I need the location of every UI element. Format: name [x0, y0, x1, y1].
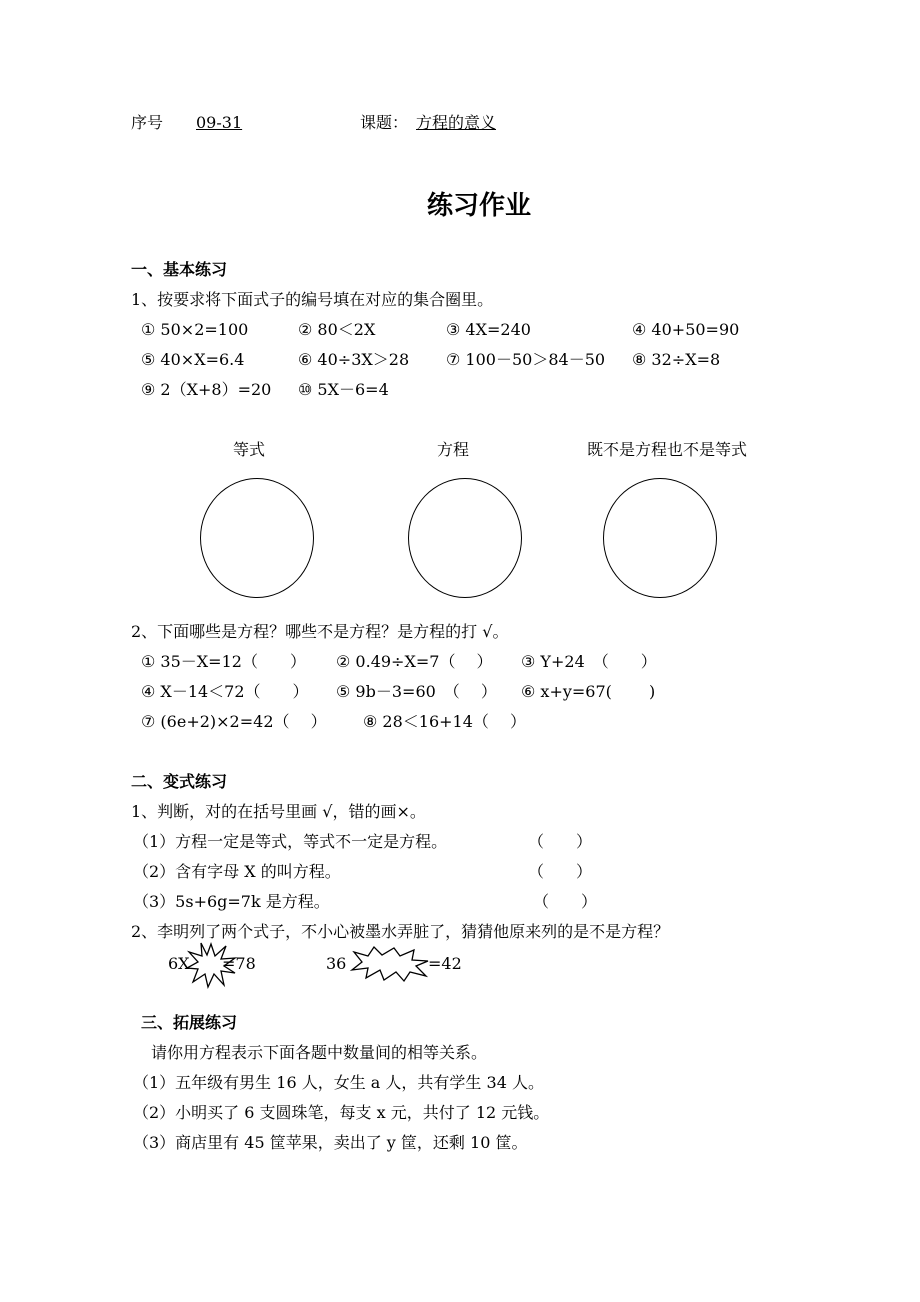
- answer-bracket[interactable]: （ ）: [528, 862, 593, 881]
- s1-q2-item: ⑦ (6e+2)×2=42（ ）: [141, 712, 327, 731]
- s1-q1-item: ⑧ 32÷X=8: [632, 350, 721, 369]
- answer-bracket[interactable]: （ ）: [533, 892, 598, 911]
- section2-heading: 二、变式练习: [131, 772, 228, 791]
- set-label-equality: 等式: [233, 440, 266, 459]
- section1-heading: 一、基本练习: [131, 260, 228, 279]
- s1-q1-prompt: 1、按要求将下面式子的编号填在对应的集合圈里。: [131, 290, 494, 309]
- expr2-left: 36: [326, 954, 347, 973]
- set-circle-equality[interactable]: [200, 478, 314, 598]
- s1-q1-item: ③ 4X=240: [446, 320, 531, 339]
- s2-q2-prompt: 2、李明列了两个式子，不小心被墨水弄脏了，猜猜他原来列的是不是方程？: [131, 922, 670, 941]
- s1-q1-item: ① 50×2=100: [141, 320, 249, 339]
- s1-q2-item: ② 0.49÷X=7（ ）: [336, 652, 493, 671]
- s2-q1-item: （3）5s+6g=7k 是方程。: [133, 892, 330, 911]
- set-circle-equation[interactable]: [408, 478, 522, 598]
- s1-q1-item: ② 80＜2X: [298, 320, 376, 339]
- s1-q2-prompt: 2、下面哪些是方程？哪些不是方程？是方程的打 √。: [131, 622, 509, 641]
- expr2-right: =42: [428, 954, 462, 973]
- s2-q1-item: （2）含有字母 X 的叫方程。: [133, 862, 341, 881]
- set-label-equation: 方程: [437, 440, 470, 459]
- s1-q2-item: ⑧ 28＜16+14（ ）: [363, 712, 527, 731]
- s3-intro: 请你用方程表示下面各题中数量间的相等关系。: [151, 1043, 488, 1062]
- s1-q2-item: ⑥ x+y=67( ): [521, 682, 656, 701]
- s1-q1-item: ④ 40+50=90: [632, 320, 740, 339]
- section3-heading: 三、拓展练习: [141, 1013, 238, 1032]
- s1-q1-item: ⑤ 40×X=6.4: [141, 350, 245, 369]
- topic-label: 课题：: [360, 113, 409, 132]
- topic-value: 方程的意义: [416, 113, 497, 132]
- s1-q1-item: ⑦ 100－50＞84－50: [446, 350, 606, 369]
- s2-q1-prompt: 1、判断，对的在括号里画 √，错的画×。: [131, 802, 426, 821]
- expr1-left: 6X: [168, 954, 190, 973]
- s3-item: （2）小明买了 6 支圆珠笔，每支 x 元，共付了 12 元钱。: [133, 1103, 550, 1122]
- s1-q1-item: ⑩ 5X－6=4: [298, 380, 389, 399]
- s1-q2-item: ① 35－X=12（ ）: [141, 652, 306, 671]
- serial-value: 09-31: [196, 113, 243, 132]
- s2-q1-item: （1）方程一定是等式，等式不一定是方程。: [133, 832, 448, 851]
- ink-blot-icon: [350, 946, 430, 982]
- s1-q2-item: ③ Y+24 （ ）: [521, 652, 657, 671]
- s3-item: （3）商店里有 45 筐苹果，卖出了 y 筐，还剩 10 筐。: [133, 1133, 528, 1152]
- s3-item: （1）五年级有男生 16 人，女生 a 人，共有学生 34 人。: [133, 1073, 544, 1092]
- set-label-neither: 既不是方程也不是等式: [587, 440, 748, 459]
- s1-q1-item: ⑨ 2（X+8）=20: [141, 380, 272, 399]
- s1-q1-item: ⑥ 40÷3X＞28: [298, 350, 410, 369]
- s1-q2-item: ⑤ 9b－3=60 （ ）: [336, 682, 497, 701]
- answer-bracket[interactable]: （ ）: [528, 832, 593, 851]
- expr1-right: =78: [222, 954, 256, 973]
- page-title: 练习作业: [427, 191, 532, 221]
- s1-q2-item: ④ X－14＜72（ ）: [141, 682, 309, 701]
- set-circle-neither[interactable]: [603, 478, 717, 598]
- serial-label: 序号: [131, 113, 164, 132]
